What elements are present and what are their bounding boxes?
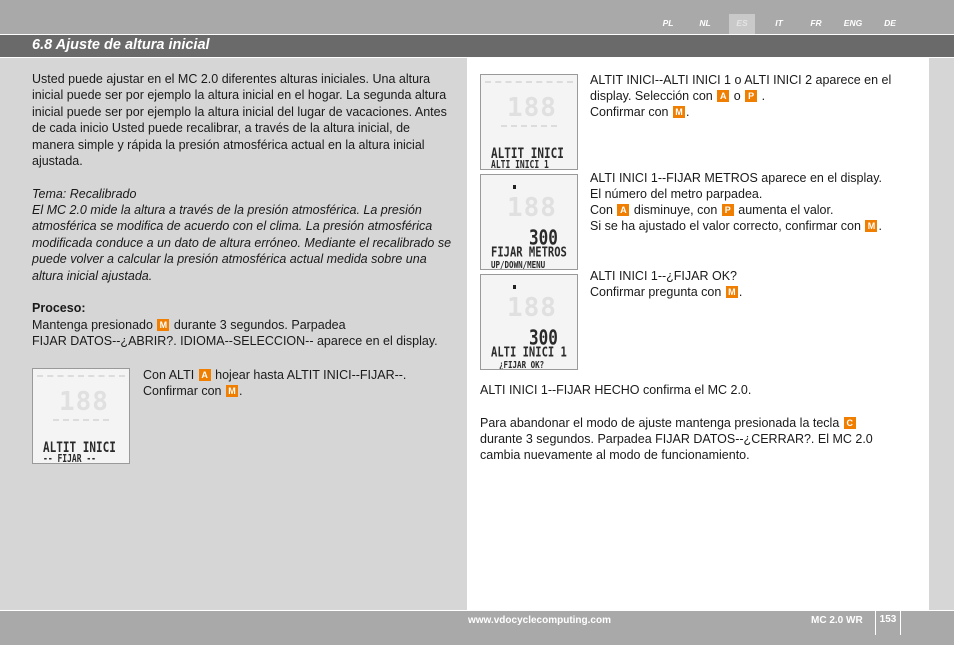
lcd-display-fijar-ok: 188 300 ALTI INICI 1 ¿FIJAR OK? [480, 274, 578, 370]
r-step2-line-1: ALTI INICI 1--FIJAR METROS aparece en el display. [590, 171, 882, 185]
proceso-text-a: Mantenga presionado [32, 318, 153, 332]
key-m-icon: M [157, 319, 169, 331]
lcd-number: 300 [529, 325, 558, 350]
lcd-number: 300 [529, 225, 558, 250]
r-step3-line-2: Confirmar pregunta con M . [590, 285, 743, 299]
lang-tab-it[interactable]: IT [775, 18, 783, 28]
step1-line-2: Confirmar con M . [143, 384, 243, 398]
tema-body: El MC 2.0 mide la altura a través de la presión atmosférica. La presión atmosférica se modifica de acuerdo con el clima. La presión atmosférica modificada conduce a un dato de altura erróneo. Mediante el recalibrado se puede volver a calcular la presión atmosférica actual medida sobre una altura inicial ajustada. [32, 203, 452, 283]
key-a-icon: A [717, 90, 729, 102]
r-step2-line-3: Con A disminuye, con P aumenta el valor. [590, 203, 834, 217]
step1-line-1 [143, 367, 443, 383]
intro-paragraph: Usted puede ajustar en el MC 2.0 diferentes alturas iniciales. Una altura inicial puede ser por ejemplo la altura inicial en el hogar. La segunda altura inicial puede ser por ejemplo la altura inicial del lugar de vacaciones. Antes de cada inicio Usted puede recalibrar, a través de la altura inicial, de manera simple y rápida la presión atmosférica actual en la altura inicial ajustada. [32, 72, 447, 169]
lcd-display-fijar-metros: 188 300 FIJAR METROS UP/DOWN/MENU [480, 174, 578, 270]
step1-text-b: hojear hasta ALTIT INICI--FIJAR--. [215, 368, 407, 382]
key-m-icon: M [726, 286, 738, 298]
r-step1-line-2: display. Selección con A o P . [590, 89, 766, 103]
lcd-line-2: -- FIJAR -- [43, 453, 96, 464]
key-p-icon: P [745, 90, 757, 102]
r-step1-line-1: ALTIT INICI--ALTI INICI 1 o ALTI INICI 2 aparece en el [590, 73, 892, 87]
tema-title: Tema: Recalibrado [32, 187, 137, 201]
proceso-label: Proceso: [32, 301, 86, 315]
section-title-bar [0, 35, 954, 57]
proceso-text-b: durante 3 segundos. Parpadea [173, 318, 346, 332]
footer-url-link[interactable]: www.vdocyclecomputing.com [468, 615, 611, 626]
section-title: 6.8 Ajuste de altura inicial [32, 37, 210, 53]
step1-text-a: Con ALTI [143, 368, 195, 382]
proceso-line-1 [32, 317, 452, 333]
key-m-icon: M [673, 106, 685, 118]
key-c-icon: C [844, 417, 856, 429]
r-step1-line-3: Confirmar con M . [590, 105, 690, 119]
lcd-line-2: ALTI INICI 1 [491, 159, 549, 170]
lcd-line-1: FIJAR METROS [491, 245, 567, 261]
lcd-line-1: ALTIT INICI [491, 145, 564, 162]
lcd-display-altit-fijar: 188 ALTIT INICI -- FIJAR -- [32, 368, 130, 464]
lang-tab-eng[interactable]: ENG [843, 18, 863, 28]
r-step2-line-4: Si se ha ajustado el valor correcto, confirmar con M . [590, 219, 882, 233]
key-a-icon: A [199, 369, 211, 381]
r-step5-line-1: Para abandonar el modo de ajuste mantenga presionada la tecla C [480, 415, 920, 431]
r-step2-line-2: El número del metro parpadea. [590, 187, 763, 201]
proceso-line-2: FIJAR DATOS--¿ABRIR?. IDIOMA--SELECCION-- aparece en el display. [32, 334, 438, 348]
key-p-icon: P [722, 204, 734, 216]
step1-text-c: Confirmar con [143, 384, 222, 398]
r-step5-line-3: cambia nuevamente al modo de funcionamiento. [480, 448, 750, 462]
footer-model: MC 2.0 WR [811, 615, 863, 626]
key-m-icon: M [226, 385, 238, 397]
lang-tab-nl[interactable]: NL [699, 18, 711, 28]
lcd-line-1: ALTIT INICI [43, 439, 116, 456]
r-step3-line-1: ALTI INICI 1--¿FIJAR OK? [590, 269, 738, 283]
key-m-icon: M [865, 220, 877, 232]
lang-tab-fr[interactable]: FR [810, 18, 822, 28]
lcd-display-alti-inici: 188 ALTIT INICI ALTI INICI 1 [480, 74, 578, 170]
key-a-icon: A [617, 204, 629, 216]
right-edge-strip [929, 58, 954, 610]
lang-tab-es[interactable]: ES [729, 14, 755, 34]
lang-tab-pl[interactable]: PL [662, 18, 674, 28]
language-bar [0, 0, 954, 34]
page-number: 153 [875, 611, 901, 635]
lcd-line-2: UP/DOWN/MENU [491, 259, 546, 270]
r-step5-line-2: durante 3 segundos. Parpadea FIJAR DATOS--¿CERRAR?. El MC 2.0 [480, 432, 873, 446]
lcd-line-1: ALTI INICI 1 [491, 345, 567, 361]
r-step4: ALTI INICI 1--FIJAR HECHO confirma el MC 2.0. [480, 383, 752, 397]
lang-tab-de[interactable]: DE [884, 18, 896, 28]
page-footer [0, 611, 954, 645]
lcd-line-2: ¿FIJAR OK? [499, 359, 545, 370]
